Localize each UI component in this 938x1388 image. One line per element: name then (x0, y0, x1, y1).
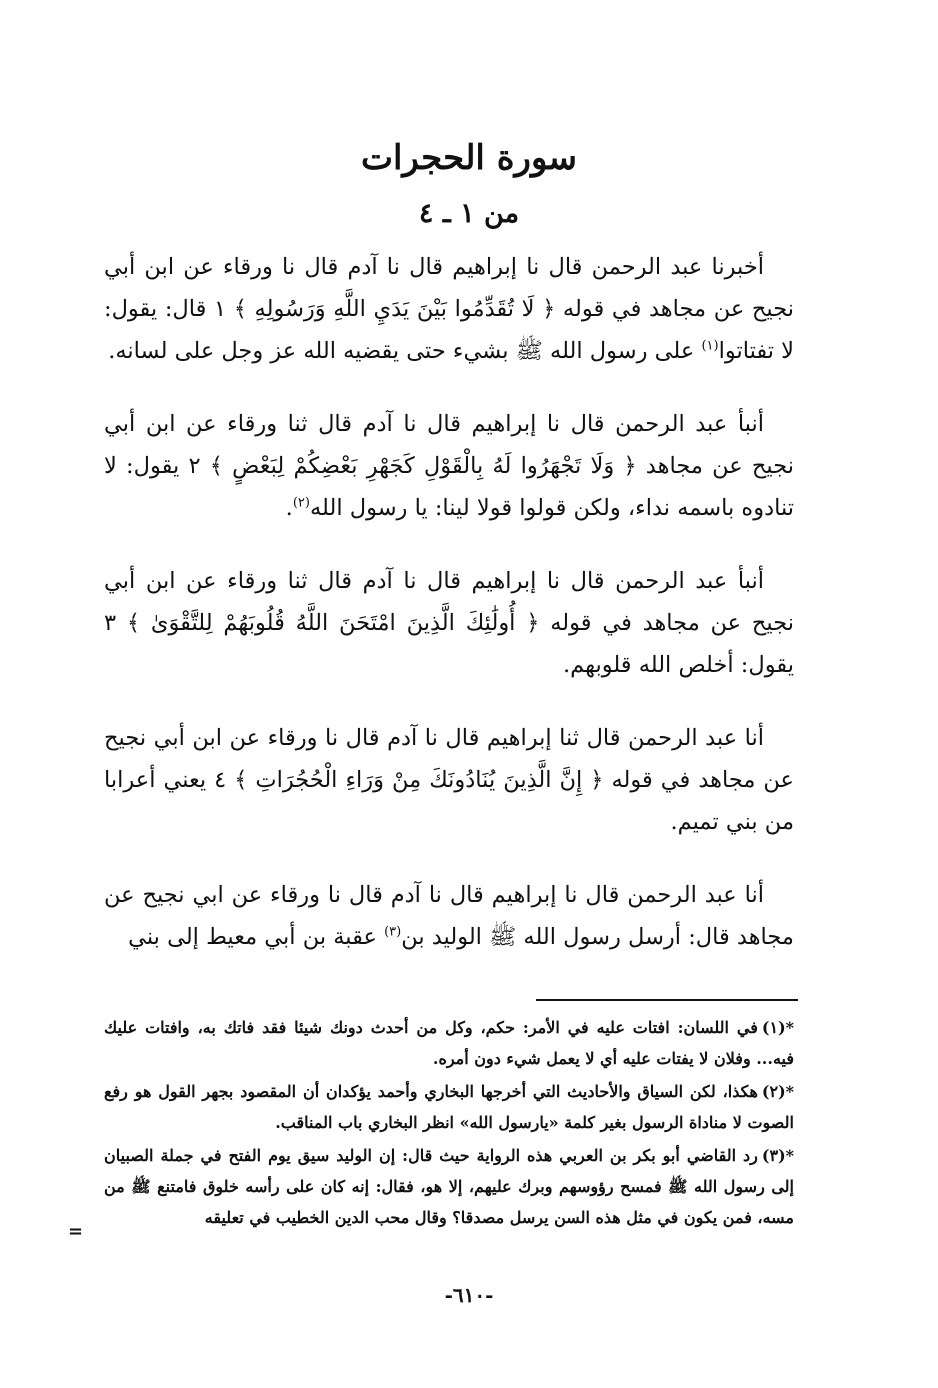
paragraph-4 (104, 717, 794, 843)
footnote-text: هكذا، لكن السياق والأحاديث التي أخرجها البخاري وأحمد يؤكدان أن المقصود بجهر القول هو رفع الصوت لا مناداة الرسول بغير كلمة «يارسول الله» انظر البخاري باب المناقب. (104, 1082, 794, 1132)
paragraph-1 (104, 246, 794, 372)
paragraph-text: أنبأ عبد الرحمن قال نا إبراهيم قال نا آدم قال ثنا ورقاء عن ابن أبي نجيح عن مجاهد في قوله ﴿ أُولَٰئِكَ الَّذِينَ امْتَحَنَ اللَّهُ قُلُوبَهُمْ لِلتَّقْوَىٰ ﴾ ٣ يقول: أخلص الله قلوبهم. (104, 568, 794, 678)
continuation-mark: = (68, 1221, 84, 1242)
page-number: -٦١٠- (444, 1283, 494, 1307)
footnote-mark: *(٢) (761, 1082, 794, 1101)
paragraph-5 (104, 874, 794, 958)
paragraph-text: . (285, 495, 293, 521)
paragraph-text: أخبرنا عبد الرحمن قال نا إبراهيم قال نا آدم قال نا ورقاء عن ابن أبي نجيح عن مجاهد في قوله ﴿ لَا تُقَدِّمُوا بَيْنَ يَدَيِ اللَّهِ وَرَسُولِهِ ﴾ ١ قال: يقول: لا تفتاتوا (104, 254, 794, 364)
paragraph-2 (104, 403, 794, 529)
footnote-ref: (١) (701, 338, 719, 354)
paragraph-text: على رسول الله ﷺ بشيء حتى يقضيه الله عز وجل على لسانه. (108, 338, 702, 364)
footnote-divider (536, 999, 798, 1001)
footnote-1 (104, 1012, 794, 1074)
paragraph-text: أنبأ عبد الرحمن قال نا إبراهيم قال نا آدم قال ثنا ورقاء عن ابن أبي نجيح عن مجاهد ﴿ وَلَا تَجْهَرُوا لَهُ بِالْقَوْلِ كَجَهْرِ بَعْضِكُمْ لِبَعْضٍ ﴾ ٢ يقول: لا تنادوه باسمه نداء، ولكن قولوا قولا لينا: يا رسول الله (104, 411, 794, 521)
footnote-text: رد القاضي أبو بكر بن العربي هذه الرواية حيث قال: إن الوليد سيق يوم الفتح في جملة الصبيان إلى رسول الله ﷺ فمسح رؤوسهم وبرك عليهم، إلا هو، فقال: إنه كان على رأسه خلوق فامتنع ﷺ من مسه، فمن يكون في مثل هذه السن يرسل مصدقا؟ وقال محب الدين الخطيب في تعليقه (104, 1146, 794, 1227)
paragraph-text: عقبة بن أبي معيط إلى بني (128, 924, 385, 950)
footnote-2 (104, 1076, 794, 1138)
footnote-ref: (٣) (384, 924, 402, 940)
paragraph-3 (104, 560, 794, 686)
main-text (104, 246, 794, 989)
footnote-mark: *(١) (761, 1018, 794, 1037)
footnote-ref: (٢) (292, 495, 310, 511)
footnote-mark: *(٣) (761, 1146, 795, 1165)
paragraph-text: أنا عبد الرحمن قال نا إبراهيم قال نا آدم قال نا ورقاء عن ابي نجيح عن مجاهد قال: أرسل رسول الله ﷺ الوليد بن (104, 882, 794, 950)
verse-range: من ١ ـ ٤ (418, 198, 520, 229)
footnotes (104, 1012, 794, 1235)
footnote-text: في اللسان: افتات عليه في الأمر: حكم، وكل من أحدث دونك شيئا فقد فاتك به، وافتات عليك فيه... وفلان لا يفتات عليه أي لا يعمل شيء دون أمره. (104, 1018, 794, 1068)
footnote-3 (104, 1140, 794, 1233)
paragraph-text: أنا عبد الرحمن قال ثنا إبراهيم قال نا آدم قال نا ورقاء عن ابن أبي نجيح عن مجاهد في قوله ﴿ إِنَّ الَّذِينَ يُنَادُونَكَ مِنْ وَرَاءِ الْحُجُرَاتِ ﴾ ٤ يعني أعرابا من بني تميم. (104, 725, 794, 835)
surah-title: سورة الحجرات (360, 138, 578, 178)
